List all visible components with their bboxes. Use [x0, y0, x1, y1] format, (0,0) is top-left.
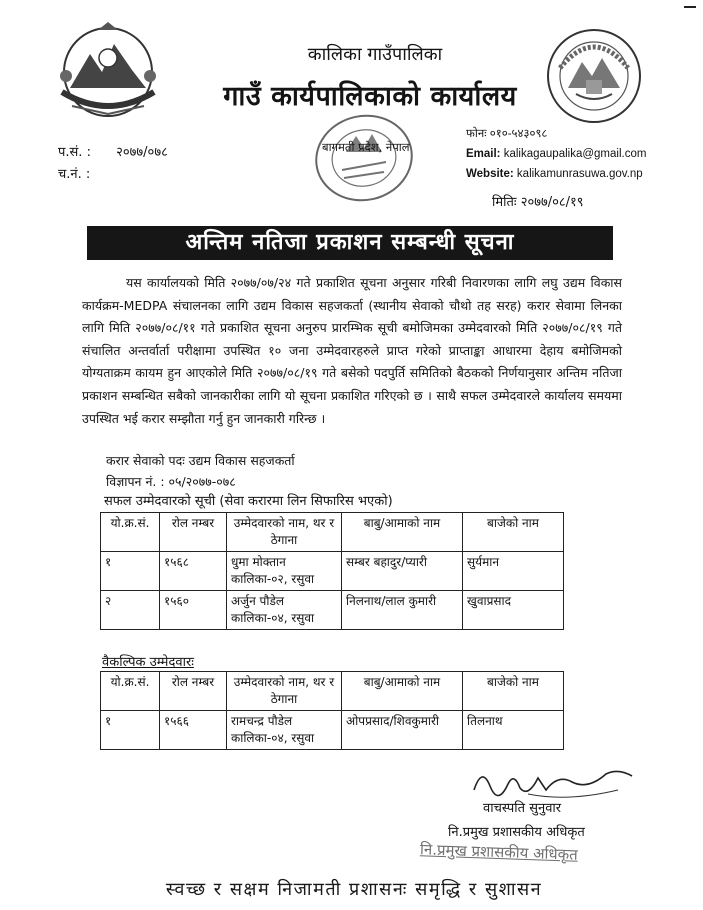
edge-mark	[684, 6, 696, 8]
col-roll: रोल नम्बर	[160, 513, 227, 552]
col-parents: बाबु/आमाको नाम	[342, 513, 463, 552]
municipality-name: कालिका गाउँपालिका	[307, 44, 443, 65]
website-label: Website:	[466, 168, 514, 180]
advertisement-number: विज्ञापन नं. : ०५/२०७७-०७८	[106, 474, 236, 489]
table-cell: २	[101, 591, 160, 630]
col-grandfather: बाजेको नाम	[463, 672, 564, 711]
col-roll: रोल नम्बर	[160, 672, 227, 711]
office-stamp-icon	[312, 112, 416, 204]
table-cell: निलनाथ/लाल कुमारी	[342, 591, 463, 630]
alternate-list-title: वैकल्पिक उम्मेदवारः	[102, 655, 194, 670]
table-cell: सम्बर बहादुर/प्यारी	[342, 552, 463, 591]
table-cell: ओपप्रसाद/शिवकुमारी	[342, 711, 463, 750]
table-cell: अर्जुन पौडेल कालिका-०४, रसुवा	[227, 591, 342, 630]
table-cell: १	[101, 552, 160, 591]
table-cell: धुमा मोक्तान कालिका-०२, रसुवा	[227, 552, 342, 591]
table-cell: सुर्यमान	[463, 552, 564, 591]
email-value[interactable]: kalikagaupalika@gmail.com	[503, 148, 647, 160]
table-row	[101, 552, 564, 591]
date-value: २०७७/०८/१९	[520, 195, 584, 210]
reference-block	[58, 142, 168, 186]
website-value[interactable]: kalikamunrasuwa.gov.np	[516, 168, 643, 180]
designation-stamp: नि.प्रमुख प्रशासकीय अधिकृत	[419, 840, 579, 864]
table-cell: तिलनाथ	[463, 711, 564, 750]
footer-motto: स्वच्छ र सक्षम निजामती प्रशासनः समृद्धि र सुशासन	[165, 879, 543, 900]
col-parents: बाबु/आमाको नाम	[342, 672, 463, 711]
col-grandfather: बाजेको नाम	[463, 513, 564, 552]
table-header-row	[101, 513, 564, 552]
date-label: मितिः	[492, 195, 517, 210]
office-name: गाउँ कार्यपालिकाको कार्यालय	[223, 81, 517, 112]
date-line	[492, 192, 584, 210]
table-row	[101, 591, 564, 630]
col-name-address: उम्मेदवारको नाम, थर र ठेगाना	[227, 513, 342, 552]
ref-value: २०७७/०७८	[116, 145, 168, 160]
post-line: करार सेवाको पदः उद्यम विकास सहजकर्ता	[106, 453, 295, 468]
col-serial: यो.क्र.सं.	[101, 513, 160, 552]
table-cell: रामचन्द्र पौडेल कालिका-०४, रसुवा	[227, 711, 342, 750]
table-header-row	[101, 672, 564, 711]
post-block	[106, 450, 295, 492]
contact-block	[466, 124, 646, 184]
alternate-candidates-table	[100, 671, 564, 750]
phone-value: ०१०-५४३०९८	[489, 128, 548, 140]
table-row	[101, 711, 564, 750]
table-cell: १५६६	[160, 711, 227, 750]
successful-candidates-table	[100, 512, 564, 630]
table-cell: १५६०	[160, 591, 227, 630]
notice-body	[82, 272, 622, 430]
successful-list-title: सफल उम्मेदवारको सूची (सेवा करारमा लिन सिफारिस भएको)	[104, 494, 393, 509]
office-address: बागमती प्रदेश, नेपाल	[322, 140, 410, 154]
col-serial: यो.क्र.सं.	[101, 672, 160, 711]
phone-label: फोनः	[466, 128, 487, 140]
government-emblem-icon	[52, 18, 164, 122]
signatory-designation: नि.प्रमुख प्रशासकीय अधिकृत	[448, 825, 585, 840]
email-label: Email:	[466, 148, 501, 160]
col-name-address: उम्मेदवारको नाम, थर र ठेगाना	[227, 672, 342, 711]
dispatch-label: च.नं. :	[58, 167, 91, 182]
notice-body-text: यस कार्यालयको मिति २०७७/०७/२४ गते प्रकाशित सूचना अनुसार गरिबी निवारणका लागि लघु उद्यम विकास कार्यक्रम-MEDPA संचालनका लागि उद्यम विकास सहजकर्ता (स्थानीय सेवाको चौथो तह सरह) करार सेवामा लिनका लागि मिति २०७७/०८/११ गते प्रकाशित सूचना अनुरुप प्रारम्भिक सूची बमोजिमका उम्मेदवारको मिति २०७७/०८/१९ गते संचालित अन्तर्वार्ता परीक्षामा उपस्थित १० जना उम्मेदवारहरुले प्राप्त गरेको प्राप्ताङ्का आधारमा देहाय बमोजिमको योग्यताक्रम कायम हुन आएकोले मिति २०७७/०८/१९ गते बसेको पदपुर्ति समितिको बैठकको निर्णयानुसार अन्तिम नतिजा प्रकाशन सम्बन्धित सबैको जानकारीका लागि यो सूचना प्रकाशित गरिएको छ । साथै सफल उम्मेदवारले कार्यालय समयमा उपस्थित भई करार सम्झौता गर्नु हुन जानकारी गरिन्छ ।	[82, 275, 622, 426]
table-cell: १	[101, 711, 160, 750]
signatory-name: वाचस्पति सुनुवार	[483, 801, 562, 816]
ref-label: प.सं. :	[58, 145, 91, 160]
table-cell: १५६८	[160, 552, 227, 591]
notice-title: अन्तिम नतिजा प्रकाशन सम्बन्धी सूचना	[87, 226, 613, 260]
table-cell: खुवाप्रसाद	[463, 591, 564, 630]
